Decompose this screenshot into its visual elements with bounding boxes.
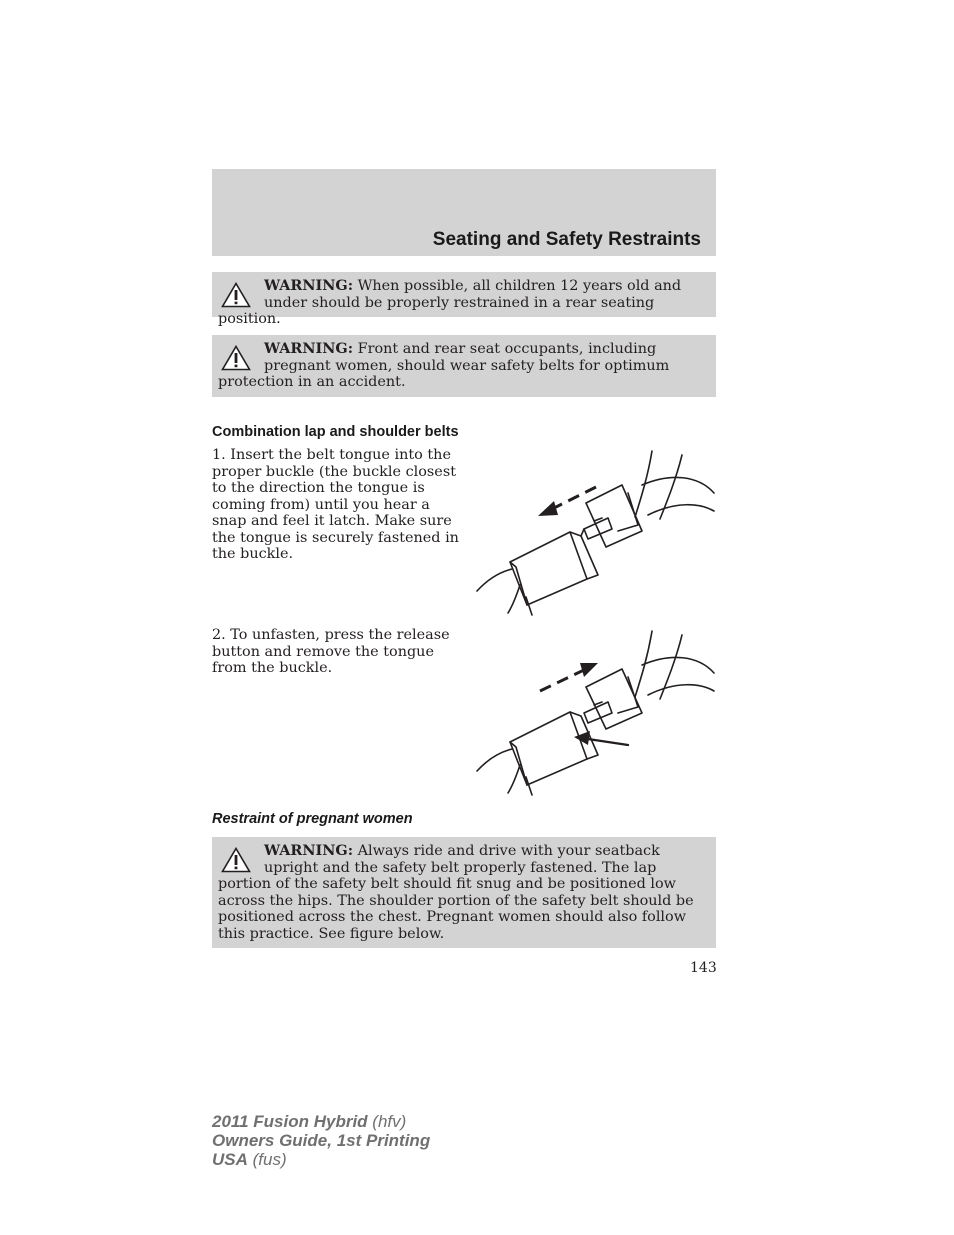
footer-line-3 xyxy=(212,1150,430,1169)
section-heading-combination: Combination lap and shoulder belts xyxy=(212,424,459,440)
footer-line-2 xyxy=(212,1131,430,1150)
warning-text: When possible, all children 12 years old and under should be properly restrained in a rear seating position. xyxy=(218,278,682,327)
warning-text: Front and rear seat occupants, including pregnant women, should wear safety belts for optimum protection in an accident. xyxy=(218,341,670,390)
warning-box-occupants xyxy=(212,335,716,397)
warning-triangle-icon xyxy=(221,345,251,371)
warning-label: WARNING: xyxy=(264,340,354,357)
footer-region: USA xyxy=(212,1150,248,1169)
warning-label: WARNING: xyxy=(264,277,354,294)
warning-triangle-icon xyxy=(221,282,251,308)
warning-triangle-icon xyxy=(221,847,251,873)
warning-label: WARNING: xyxy=(264,842,354,859)
step-1-text: 1. Insert the belt tongue into the proper buckle (the buckle closest to the direction the tongue is coming from) until you hear a snap and feel it latch. Make sure the tongue is securely fastened in the buckle. xyxy=(212,447,459,562)
warning-text: Always ride and drive with your seatback upright and the safety belt properly fastened. The lap portion of the safety belt should fit snug and be positioned low across the hips. The shoulder portion of the safety belt should be positioned across the chest. Pregnant women should also follow this practice. See figure below. xyxy=(218,843,694,942)
footer-model: 2011 Fusion Hybrid xyxy=(212,1112,368,1131)
belt-unfastening-illustration xyxy=(470,625,720,797)
page-title: Seating and Safety Restraints xyxy=(432,229,701,250)
warning-box-pregnant xyxy=(212,837,716,948)
warning-box-children xyxy=(212,272,716,327)
footer xyxy=(212,1112,430,1169)
belt-fastening-illustration xyxy=(470,445,720,617)
page-number: 143 xyxy=(690,960,717,976)
footer-line-1 xyxy=(212,1112,430,1131)
header-band xyxy=(212,169,716,256)
step-2-text: 2. To unfasten, press the release button and remove the tongue from the buckle. xyxy=(212,627,450,676)
footer-guide: Owners Guide, 1st Printing xyxy=(212,1131,431,1150)
section-heading-pregnant: Restraint of pregnant women xyxy=(212,811,413,827)
footer-region-code: (fus) xyxy=(247,1150,287,1169)
footer-model-code: (hfv) xyxy=(367,1112,407,1131)
